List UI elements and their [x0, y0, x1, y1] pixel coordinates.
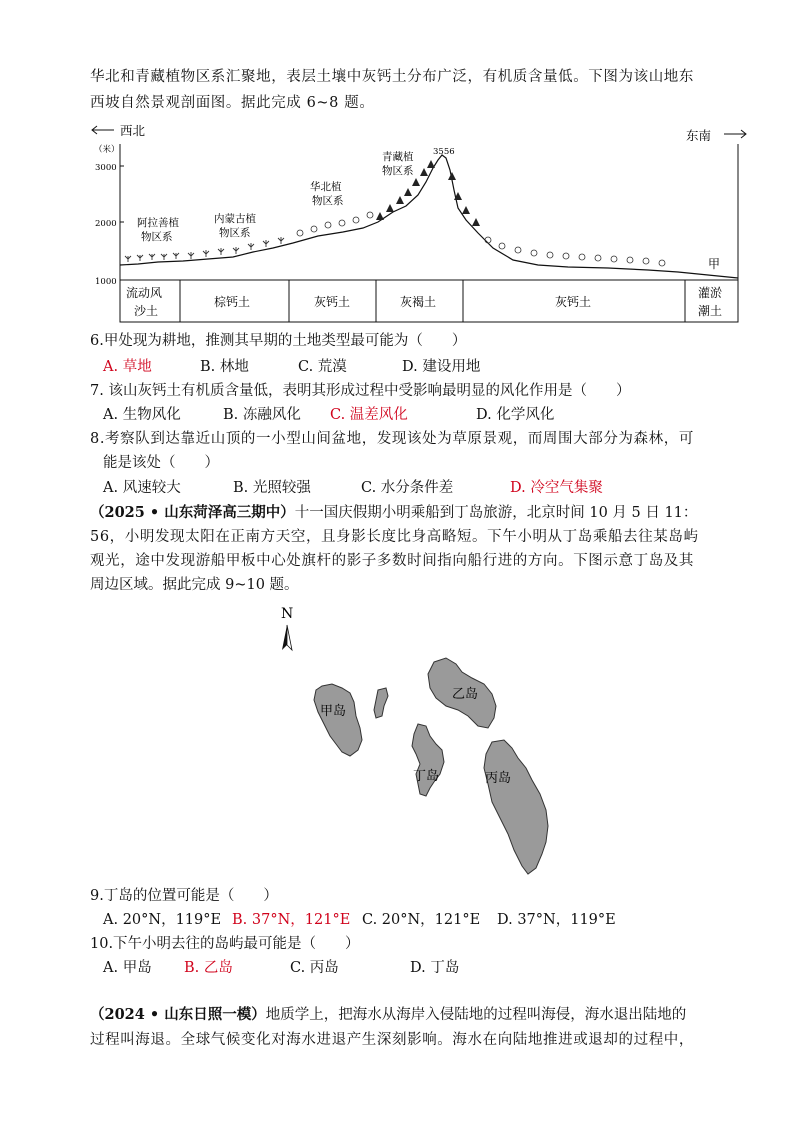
passage2-text-1: 十一国庆假期小明乘船到丁岛旅游，北京时间 10 月 5 日 11：	[294, 505, 698, 521]
q6-option-a: A. 草地	[103, 359, 152, 375]
y-tick-1000: 1000	[95, 277, 117, 287]
soil-cell-3: 灰钙土	[314, 295, 351, 309]
q10-stem: 10.下午小明去往的岛屿最可能是（ ）	[90, 936, 360, 952]
zone-huabei-label-1: 华北植	[310, 181, 342, 193]
q9-stem: 9.丁岛的位置可能是（ ）	[90, 888, 278, 904]
q9-option-c: C. 20°N，121°E	[362, 912, 481, 928]
island-yi-label: 乙岛	[452, 687, 479, 702]
q8-option-b: B. 光照较强	[233, 480, 311, 496]
q7-option-b: B. 冻融风化	[223, 407, 301, 423]
passage2-line-3: 观光，途中发现游船甲板中心处旗杆的影子多数时间指向船行进的方向。下图示意丁岛及其	[90, 553, 694, 569]
peak-elevation-label: 3556	[433, 147, 455, 157]
soil-cell-6-line1: 灌淤	[698, 286, 723, 300]
q7-option-c: C. 温差风化	[330, 407, 408, 423]
passage2-line-4: 周边区域。据此完成 9~10 题。	[90, 577, 299, 593]
zone-neimenggu-label-1: 内蒙古植	[214, 213, 256, 225]
intro-line-1: 华北和青藏植物区系汇聚地，表层土壤中灰钙土分布广泛，有机质含量低。下图为该山地东	[90, 69, 694, 85]
q6-option-c: C. 荒漠	[298, 359, 347, 375]
island-jia-shape	[314, 684, 362, 756]
q6-option-b: B. 林地	[200, 359, 249, 375]
southeast-arrow	[724, 130, 746, 138]
q8-option-d: D. 冷空气集聚	[510, 480, 603, 496]
island-bing-label: 丙岛	[485, 771, 512, 786]
southeast-label: 东南	[686, 128, 712, 143]
q10-option-d: D. 丁岛	[410, 960, 460, 976]
island-bing-shape	[484, 740, 548, 874]
north-arrow-icon	[282, 625, 292, 650]
passage2-line-2: 56，小明发现太阳在正南方天空，且身影长度比身高略短。下午小明从丁岛乘船去往某岛屿	[90, 529, 699, 545]
passage3-line-1	[90, 1005, 686, 1025]
north-label: N	[281, 606, 294, 622]
island-jia-label: 甲岛	[320, 704, 347, 719]
q7-stem: 7. 该山灰钙土有机质含量低，表明其形成过程中受影响最明显的风化作用是（ ）	[90, 383, 631, 399]
zone-alashan-label-1: 阿拉善植	[137, 217, 179, 229]
zone-qingzang-label-1: 青藏植	[382, 151, 414, 163]
q6-option-d: D. 建设用地	[402, 359, 481, 375]
q7-option-a: A. 生物风化	[103, 407, 181, 423]
q9-option-d: D. 37°N，119°E	[497, 912, 616, 928]
island-map	[270, 598, 570, 878]
q8-option-c: C. 水分条件差	[361, 480, 454, 496]
passage3-source: （2024 • 山东日照一模）	[90, 1006, 266, 1023]
islet-shape	[374, 688, 388, 718]
northwest-arrow	[92, 126, 114, 134]
soil-cell-1-line1: 流动风	[126, 286, 163, 300]
terrain-profile-line	[120, 155, 738, 278]
passage2-line-1	[90, 503, 697, 523]
passage2-source: （2025 • 山东菏泽高三期中）	[90, 504, 295, 521]
passage3-text-1: 地质学上，把海水从海岸入侵陆地的过程叫海侵，海水退出陆地的	[265, 1007, 687, 1023]
q9-option-a: A. 20°N，119°E	[103, 912, 222, 928]
q10-option-c: C. 丙岛	[290, 960, 339, 976]
soil-cell-4: 灰褐土	[400, 295, 437, 309]
q6-stem: 6.甲处现为耕地，推测其早期的土地类型最可能为（ ）	[90, 333, 467, 349]
soil-cell-5: 灰钙土	[555, 295, 592, 309]
y-axis-unit: （米）	[94, 145, 120, 155]
y-tick-2000: 2000	[95, 219, 117, 229]
q10-option-a: A. 甲岛	[103, 960, 152, 976]
landscape-profile-diagram	[88, 120, 748, 325]
soil-cell-2: 棕钙土	[214, 295, 251, 309]
island-ding-label: 丁岛	[413, 769, 440, 784]
zone-huabei-label-2: 物区系	[312, 195, 344, 207]
jia-location-label: 甲	[708, 257, 721, 271]
intro-line-2: 西坡自然景观剖面图。据此完成 6~8 题。	[90, 95, 375, 111]
soil-cell-1-line2: 沙土	[134, 304, 159, 318]
broadleaf-tree-symbols	[297, 212, 665, 266]
passage3-line-2: 过程叫海退。全球气候变化对海水进退产生深刻影响。海水在向陆地推进或退却的过程中，	[90, 1032, 694, 1048]
zone-neimenggu-label-2: 物区系	[219, 227, 251, 239]
q8-stem-line-2: 能是该处（ ）	[103, 455, 219, 471]
q10-option-b: B. 乙岛	[184, 960, 233, 976]
y-tick-3000: 3000	[95, 163, 117, 173]
q8-option-a: A. 风速较大	[103, 480, 181, 496]
zone-qingzang-label-2: 物区系	[382, 165, 414, 177]
q9-option-b: B. 37°N，121°E	[232, 912, 351, 928]
q8-stem-line-1: 8.考察队到达靠近山顶的一小型山间盆地，发现该处为草原景观，而周围大部分为森林，可	[90, 431, 694, 447]
zone-alashan-label-2: 物区系	[141, 231, 173, 243]
q7-option-d: D. 化学风化	[476, 407, 555, 423]
island-ding-shape	[412, 724, 444, 796]
soil-cell-6-line2: 潮土	[698, 304, 723, 318]
northwest-label: 西北	[120, 123, 146, 138]
